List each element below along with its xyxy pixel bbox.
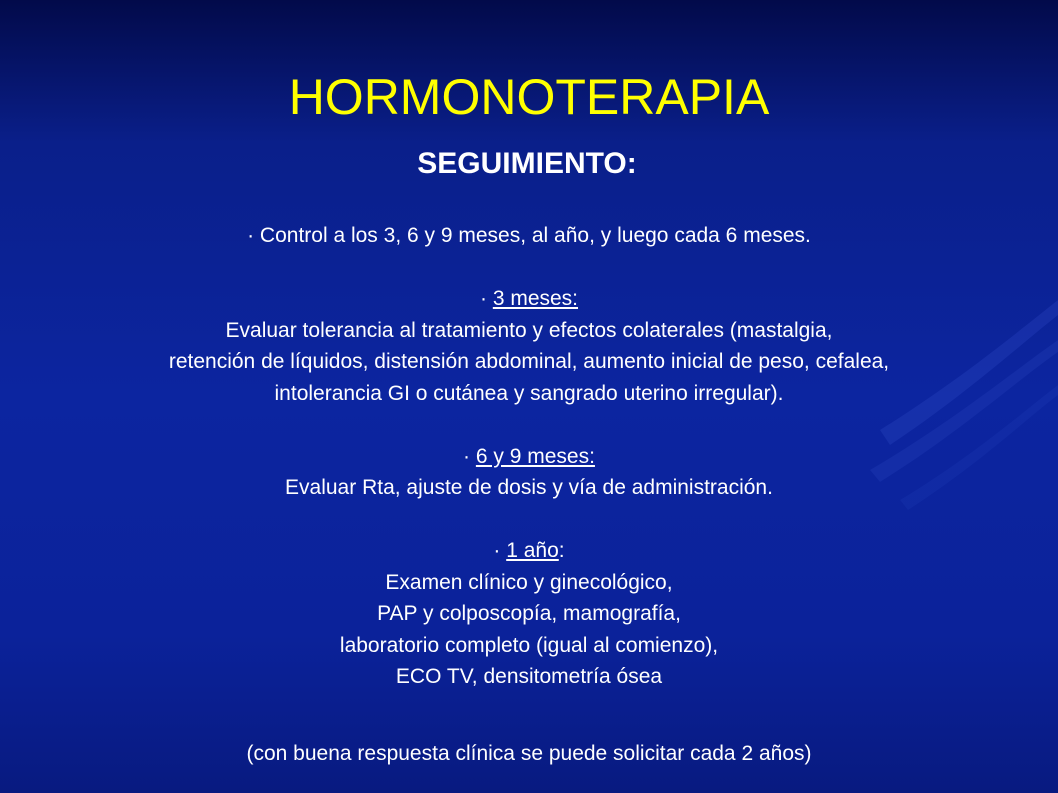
section-3m-line: intolerancia GI o cutánea y sangrado uterino irregular). [274, 381, 784, 405]
spacer [0, 252, 1058, 284]
section-1y-line: laboratorio completo (igual al comienzo), [339, 633, 719, 657]
bullet-marker: · [493, 539, 507, 562]
slide-body [0, 220, 1058, 693]
section-1y-line: ECO TV, densitometría ósea [395, 665, 663, 688]
section-1y-line: Examen clínico y ginecológico, [385, 570, 673, 594]
section-1y-heading-suffix: : [558, 539, 565, 562]
section-1y-line: PAP y colposcopía, mamografía, [377, 602, 681, 625]
slide-title [0, 66, 1058, 128]
section-3m-heading-text: 3 meses: [492, 287, 579, 310]
section-1y-heading [0, 535, 1058, 567]
section-6-9m-heading-text: 6 y 9 meses: [475, 444, 595, 468]
section-3m-line: Evaluar tolerancia al tratamiento y efectos colaterales (mastalgia, [225, 318, 833, 342]
bullet-marker: · [463, 444, 476, 468]
slide-footer-note [0, 738, 1058, 770]
section-1y-heading-text: 1 año [506, 539, 559, 562]
section-3m-line: retención de líquidos, distensión abdominal, aumento inicial de peso, cefalea, [168, 350, 890, 373]
spacer [0, 504, 1058, 536]
spacer [0, 409, 1058, 441]
slide-title-text: HORMONOTERAPIA [288, 69, 770, 125]
control-schedule-line: · Control a los 3, 6 y 9 meses, al año, y luego cada 6 meses. [247, 224, 811, 247]
slide-subtitle [0, 146, 1058, 182]
footer-note-text: (con buena respuesta clínica se puede solicitar cada 2 años) [246, 742, 812, 765]
section-6-9m-heading [0, 441, 1058, 473]
section-6-9m-line: Evaluar Rta, ajuste de dosis y vía de administración. [285, 476, 773, 499]
bullet-marker: · [479, 287, 493, 310]
slide-subtitle-text: SEGUIMIENTO: [417, 147, 637, 180]
section-3m-heading [0, 283, 1058, 315]
